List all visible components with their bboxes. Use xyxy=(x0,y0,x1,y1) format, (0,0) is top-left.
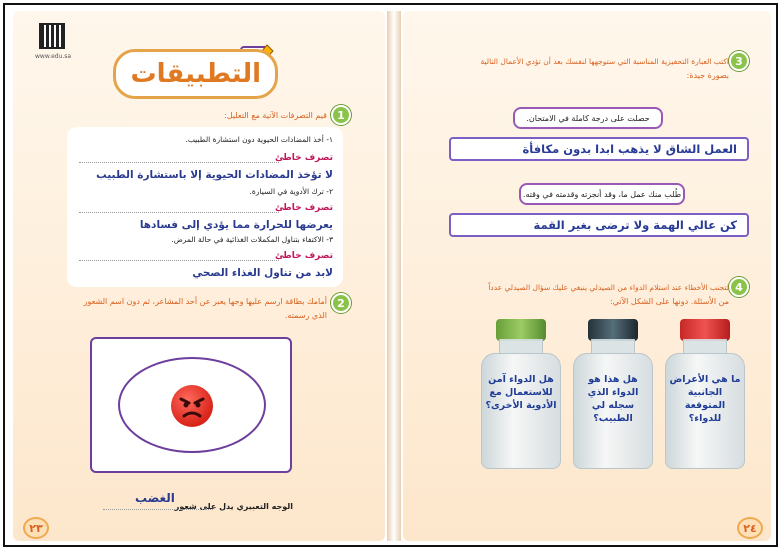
q1-item-3-answer[interactable]: لابد من تناول الغذاء الصحي xyxy=(192,267,333,279)
left-page xyxy=(13,11,385,541)
q3-answer-1-box[interactable] xyxy=(449,137,749,161)
q3-answer-2: كن عالي الهمة ولا ترضى بغير القمة xyxy=(533,218,737,232)
question-4-instruction-line1: لتجنب الأخطاء عند استلام الدواء من الصيدلي ينبغي عليك سؤال الصيدلي عدداً xyxy=(488,283,729,292)
medicine-bottle xyxy=(481,319,561,469)
question-3-badge: 3 xyxy=(729,51,749,71)
angry-face-icon xyxy=(171,385,213,427)
question-1-badge: 1 xyxy=(331,105,351,125)
q1-item-1-verdict: تصرف خاطئ xyxy=(274,153,333,163)
bottle-question[interactable]: ما هي الأعراض الجانبية المتوقعة للدواء؟ xyxy=(669,374,741,424)
section-title-badge xyxy=(113,49,278,99)
q1-item-1-answer[interactable]: لا تؤخذ المضادات الحيوية إلا باستشارة الطبيب xyxy=(96,169,333,181)
section-title: التطبيقات xyxy=(130,59,261,89)
feeling-card[interactable] xyxy=(90,337,292,473)
bottle-cap xyxy=(588,319,638,341)
question-2-instruction-line2: الذي رسمته. xyxy=(284,311,327,320)
question-3-instruction-line1: اكتب العبارة التحفيزية المناسبة التي ستوجهها لنفسك بعد أن تؤدي الأعمال التالية xyxy=(480,57,729,66)
q1-item-1-line xyxy=(79,162,279,163)
q1-item-2: ٢- ترك الأدوية في السيارة. xyxy=(249,187,333,196)
feeling-caption: الوجه التعبيري يدل على شعور xyxy=(174,502,293,511)
q1-item-2-line xyxy=(79,212,279,213)
bottle-question[interactable]: هل الدواء آمن للاستعمال مع الأدوية الأخرى؟ xyxy=(485,374,557,411)
book-spread xyxy=(3,3,778,547)
medicine-bottle xyxy=(573,319,653,469)
feeling-answer[interactable]: الغضب xyxy=(135,491,175,505)
book-spine xyxy=(387,11,401,541)
question-2-badge: 2 xyxy=(331,293,351,313)
q3-answer-1: العمل الشاق لا يذهب ابدا بدون مكافأة xyxy=(522,142,737,156)
question-4-instruction-line2: من الأسئلة. دونها على الشكل الآتي: xyxy=(610,297,729,306)
qr-caption: www.edu.sa xyxy=(35,53,72,60)
question-4-badge: 4 xyxy=(729,277,749,297)
bottle-question[interactable]: هل هذا هو الدواء الذي سجله لي الطبيب؟ xyxy=(587,374,639,424)
question-1-instruction: قيم التصرفات الآتية مع التعليل: xyxy=(224,111,327,120)
q1-item-3-line xyxy=(79,260,279,261)
medicine-bottle xyxy=(665,319,745,469)
q1-item-2-verdict: تصرف خاطئ xyxy=(274,203,333,213)
question-3-instruction-line2: بصورة جيدة: xyxy=(686,71,729,80)
question-1-box xyxy=(67,127,343,287)
q1-item-3: ٣- الاكتفاء بتناول المكملات الغذائية في حالة المرض. xyxy=(171,235,333,244)
q1-item-3-verdict: تصرف خاطئ xyxy=(274,251,333,261)
face-oval xyxy=(118,357,266,453)
qr-code-icon[interactable] xyxy=(39,23,65,49)
right-page xyxy=(403,11,771,541)
q3-prompt-1: حصلت على درجة كاملة في الامتحان. xyxy=(513,107,663,129)
page-number-right: ٢٤ xyxy=(737,517,763,539)
q1-item-1: ١- أخذ المضادات الحيوية دون استشارة الطبيب. xyxy=(185,135,333,144)
q3-answer-2-box[interactable] xyxy=(449,213,749,237)
bottle-cap xyxy=(680,319,730,341)
feeling-answer-line xyxy=(103,509,213,510)
question-2-instruction-line1: أمامك بطاقة ارسم عليها وجها يعبر عن أحد المشاعر، ثم دون اسم الشعور xyxy=(83,297,327,306)
bottle-cap xyxy=(496,319,546,341)
page-number-left: ٢٣ xyxy=(23,517,49,539)
q1-item-2-answer[interactable]: يعرضها للحرارة مما يؤدي إلى فسادها xyxy=(139,219,333,231)
q3-prompt-2: طُلب منك عمل ما، وقد أنجزته وقدمته في وقته. xyxy=(519,183,685,205)
